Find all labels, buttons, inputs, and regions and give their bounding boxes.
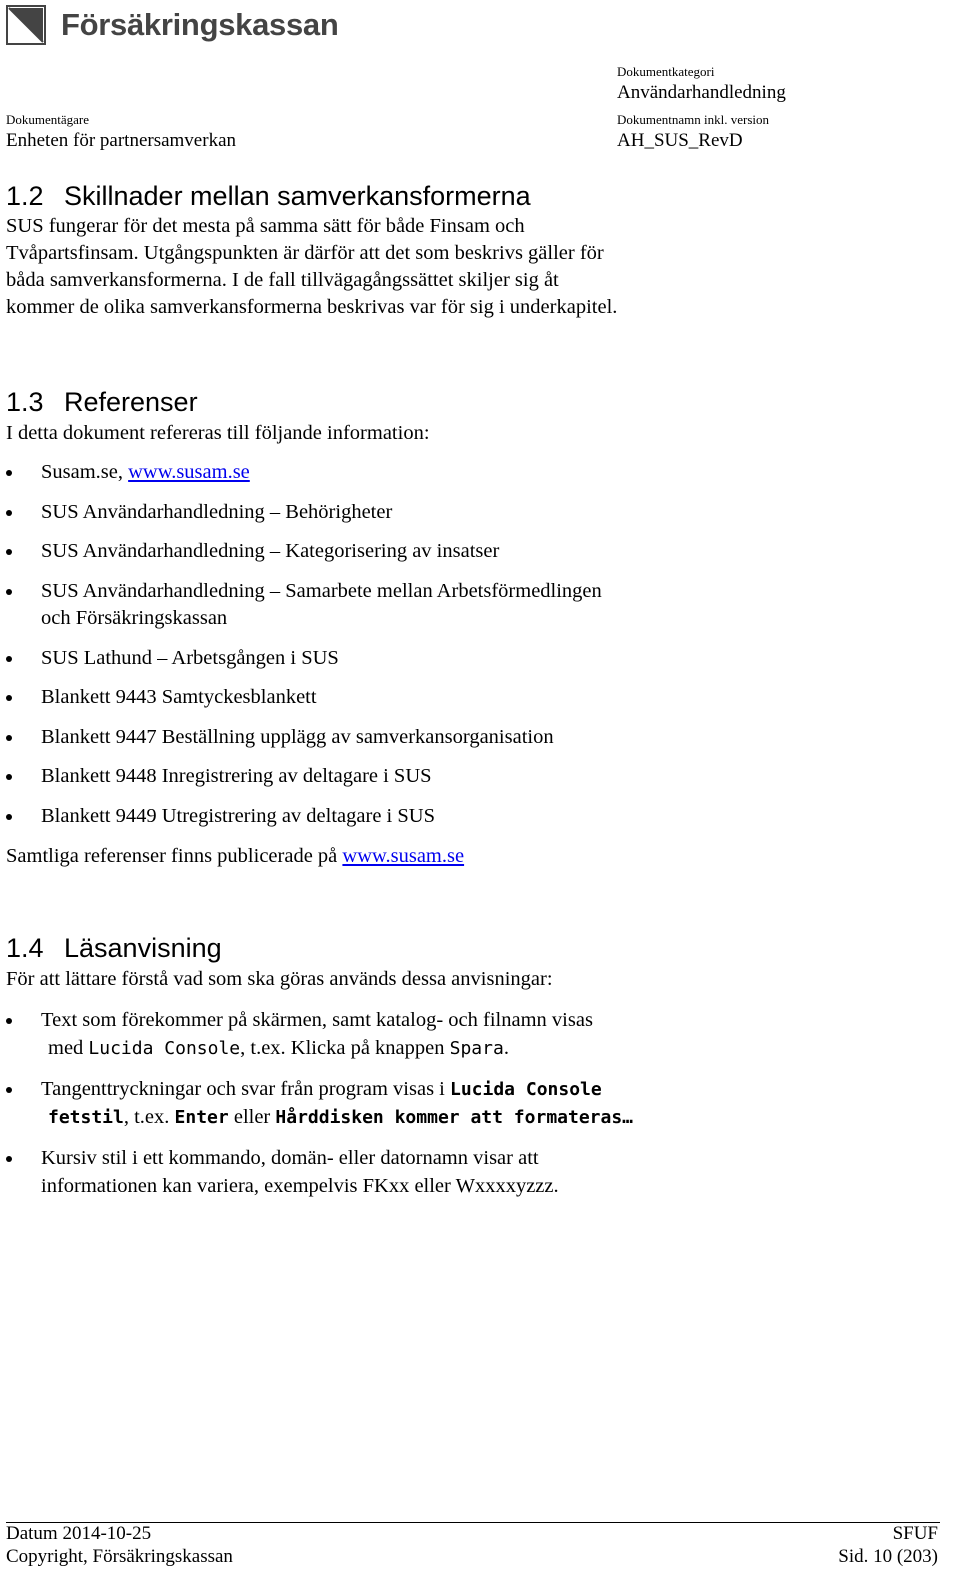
- reading-intro: För att lättare förstå vad som ska göras används dessa anvisningar:: [6, 968, 553, 990]
- category-value: Användarhandledning: [617, 82, 786, 103]
- list-item-text: Kursiv stil i ett kommando, domän- eller datornamn visar att: [41, 1147, 539, 1169]
- mono-bold-sample: Lucida Console: [450, 1079, 602, 1100]
- logo: [6, 3, 339, 47]
- mono-bold-sample: fetstil: [48, 1107, 124, 1128]
- list-item-text: Susam.se,: [41, 461, 129, 483]
- logo-icon: [6, 5, 46, 45]
- list-item-text: med: [48, 1037, 89, 1059]
- list-item-text: Blankett 9448 Inregistrering av deltagare i SUS: [41, 765, 432, 787]
- list-item-text: SUS Användarhandledning – Samarbete mellan Arbetsförmedlingen: [41, 580, 602, 602]
- list-item-text: Blankett 9449 Utregistrering av deltagare i SUS: [41, 805, 435, 827]
- section-title: Läsanvisning: [64, 933, 222, 963]
- references-intro: I detta dokument refereras till följande information:: [6, 422, 430, 444]
- mono-sample: Lucida Console: [88, 1038, 241, 1059]
- outro-text: Samtliga referenser finns publicerade på: [6, 845, 343, 867]
- list-item-text: .: [503, 1037, 509, 1059]
- bullet-icon: [6, 510, 12, 516]
- owner-value: Enheten för partnersamverkan: [6, 130, 237, 151]
- mono-bold-sample: Enter: [174, 1107, 229, 1128]
- references-outro: [6, 843, 464, 870]
- section-number: 1.3: [6, 387, 44, 417]
- footer-code: SFUF: [892, 1523, 938, 1544]
- category-label: Dokumentkategori: [617, 64, 715, 79]
- section-title: Skillnader mellan samverkansformerna: [64, 181, 531, 211]
- logo-text: Försäkringskassan: [61, 7, 339, 42]
- mono-sample: Spara: [449, 1038, 504, 1059]
- section-heading-1-2: [6, 181, 531, 212]
- list-item-text: SUS Användarhandledning – Kategorisering av insatser: [41, 540, 500, 562]
- paragraph-line: Tvåpartsfinsam. Utgångspunkten är därför att det som beskrivs gäller för: [6, 242, 604, 264]
- list-item-text: , t.ex.: [123, 1106, 175, 1128]
- bullet-icon: [6, 814, 12, 820]
- section-heading-1-3: [6, 387, 198, 418]
- paragraph-line: SUS fungerar för det mesta på samma sätt för både Finsam och: [6, 215, 525, 237]
- section-title: Referenser: [64, 387, 198, 417]
- bullet-icon: [6, 1087, 12, 1093]
- section-number: 1.4: [6, 933, 44, 963]
- mono-bold-sample: Hårddisken kommer att formateras…: [275, 1107, 634, 1128]
- paragraph-line: båda samverkansformerna. I de fall tillvägagångssättet skiljer sig åt: [6, 269, 559, 291]
- susam-link[interactable]: www.susam.se: [342, 845, 465, 867]
- bullet-icon: [6, 470, 12, 476]
- bullet-icon: [6, 774, 12, 780]
- list-item-text: informationen kan variera, exempelvis FKxx eller Wxxxxyzzz.: [41, 1175, 559, 1197]
- owner-label: Dokumentägare: [6, 112, 90, 127]
- list-item-text: SUS Lathund – Arbetsgången i SUS: [41, 647, 339, 669]
- paragraph-1-2: [6, 213, 617, 321]
- bullet-icon: [6, 656, 12, 662]
- list-item-text: eller: [228, 1106, 276, 1128]
- footer-date: Datum 2014-10-25: [6, 1523, 152, 1544]
- list-item-text: SUS Användarhandledning – Behörigheter: [41, 501, 393, 523]
- section-number: 1.2: [6, 181, 44, 211]
- bullet-icon: [6, 1018, 12, 1024]
- list-item-text: och Försäkringskassan: [41, 607, 228, 629]
- docname-label: Dokumentnamn inkl. version: [617, 112, 770, 127]
- list-item-text: , t.ex. Klicka på knappen: [240, 1037, 450, 1059]
- bullet-icon: [6, 695, 12, 701]
- bullet-icon: [6, 1156, 12, 1162]
- bullet-icon: [6, 589, 12, 595]
- list-item-text: Blankett 9447 Beställning upplägg av samverkansorganisation: [41, 726, 554, 748]
- list-item-text: Blankett 9443 Samtyckesblankett: [41, 686, 317, 708]
- footer-copyright: Copyright, Försäkringskassan: [6, 1546, 233, 1567]
- bullet-icon: [6, 735, 12, 741]
- list-item-text: Text som förekommer på skärmen, samt katalog- och filnamn visas: [41, 1009, 593, 1031]
- bullet-icon: [6, 549, 12, 555]
- susam-link[interactable]: www.susam.se: [128, 461, 250, 483]
- paragraph-line: kommer de olika samverkansformerna beskrivas var för sig i underkapitel.: [6, 296, 618, 318]
- footer-page-number: Sid. 10 (203): [838, 1546, 938, 1567]
- section-heading-1-4: [6, 933, 222, 964]
- list-item-text: Tangenttryckningar och svar från program visas i: [41, 1078, 450, 1100]
- docname-value: AH_SUS_RevD: [617, 130, 743, 151]
